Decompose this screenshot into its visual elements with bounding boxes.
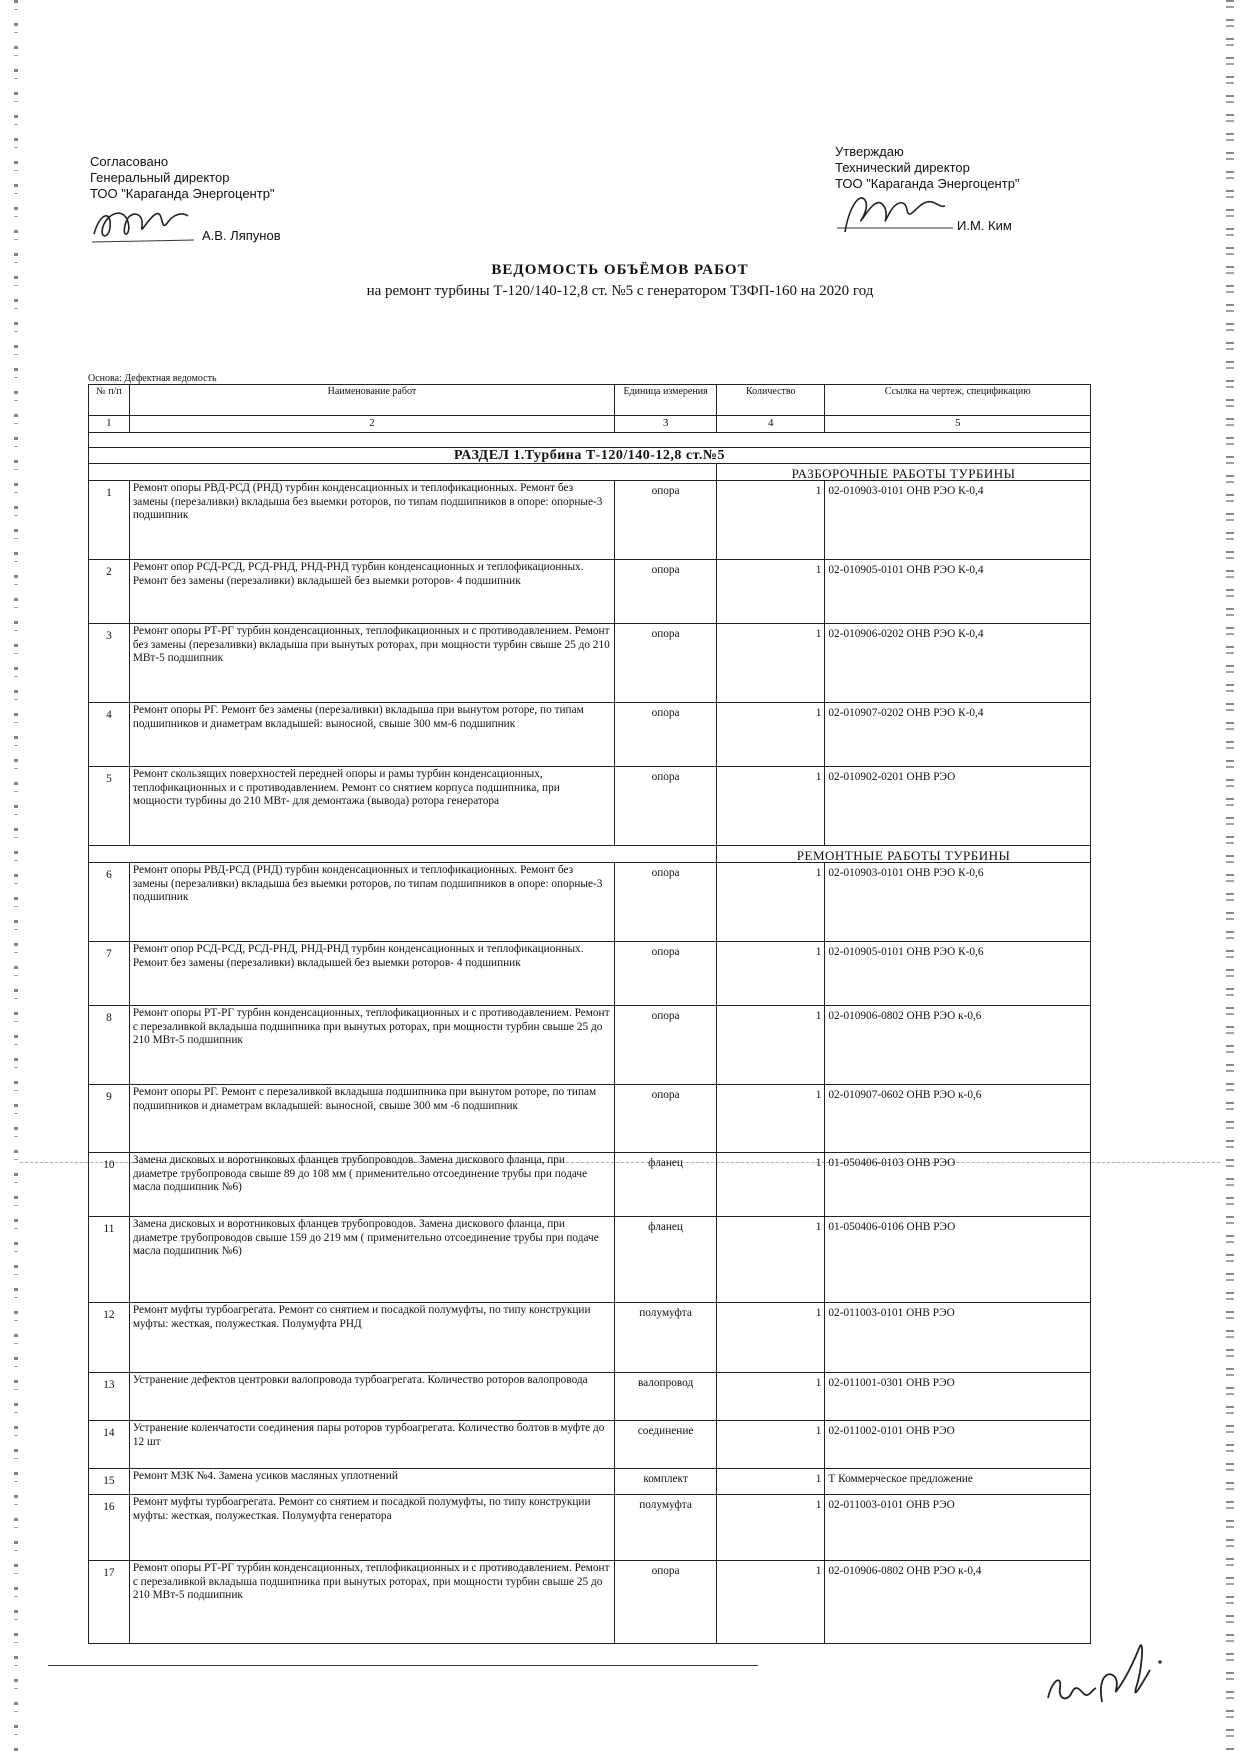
row-number: 9 <box>89 1085 130 1153</box>
table-row <box>89 1153 1091 1217</box>
row-number: 14 <box>89 1421 130 1469</box>
header-work-name: Наименование работ <box>129 385 614 416</box>
row-quantity: 1 <box>717 1217 825 1303</box>
row-number: 7 <box>89 942 130 1006</box>
row-quantity: 1 <box>717 1561 825 1644</box>
table-row <box>89 624 1091 703</box>
row-work-name: Ремонт опор РСД-РСД, РСД-РНД, РНД-РНД турбин конденсационных и теплофикационных. Ремонт без замены (перезаливки) вкладышей без выемки роторов- 4 подшипник <box>129 942 614 1006</box>
approval-left-line3: ТОО "Караганда Энергоцентр" <box>90 186 275 201</box>
subsection-row <box>89 464 1091 481</box>
table-row <box>89 1373 1091 1421</box>
row-number: 11 <box>89 1217 130 1303</box>
row-unit: полумуфта <box>615 1495 717 1561</box>
document-subtitle: на ремонт турбины Т-120/140-12,8 ст. №5 с генератором ТЗФП-160 на 2020 год <box>366 283 874 299</box>
row-quantity: 1 <box>717 624 825 703</box>
row-quantity: 1 <box>717 1421 825 1469</box>
column-numbers-row <box>89 416 1091 433</box>
row-unit: опора <box>615 1006 717 1085</box>
table-row <box>89 1217 1091 1303</box>
approval-block-left <box>90 154 420 246</box>
row-number: 13 <box>89 1373 130 1421</box>
row-work-name: Устранение дефектов центровки валопровода турбоагрегата. Количество роторов валопровода <box>129 1373 614 1421</box>
table-row <box>89 481 1091 560</box>
subsection-title-1: РАЗБОРОЧНЫЕ РАБОТЫ ТУРБИНЫ <box>717 464 1091 481</box>
row-reference: 02-010907-0202 ОНВ РЭО К-0,4 <box>825 703 1091 767</box>
table-row <box>89 560 1091 624</box>
table-header-row <box>89 385 1091 416</box>
row-work-name: Ремонт муфты турбоагрегата. Ремонт со снятием и посадкой полумуфты, по типу конструкции муфты: жесткая, полужесткая. Полумуфта генератора <box>129 1495 614 1561</box>
row-unit: опора <box>615 863 717 942</box>
row-number: 1 <box>89 481 130 560</box>
row-unit: комплект <box>615 1469 717 1495</box>
table-row <box>89 1085 1091 1153</box>
approval-right-line3: ТОО "Караганда Энергоцентр" <box>835 176 1020 191</box>
approval-left-line2: Генеральный директор <box>90 170 230 185</box>
header-unit: Единица измерения <box>615 385 717 416</box>
row-work-name: Ремонт муфты турбоагрегата. Ремонт со снятием и посадкой полумуфты, по типу конструкции муфты: жесткая, полужесткая. Полумуфта РНД <box>129 1303 614 1373</box>
table-row <box>89 767 1091 846</box>
approval-right-name: И.М. Ким <box>957 218 1012 233</box>
row-reference: 02-011001-0301 ОНВ РЭО <box>825 1373 1091 1421</box>
row-number: 12 <box>89 1303 130 1373</box>
row-reference: 02-010906-0802 ОНВ РЭО к-0,6 <box>825 1006 1091 1085</box>
row-quantity: 1 <box>717 863 825 942</box>
row-number: 15 <box>89 1469 130 1495</box>
row-reference: 02-010902-0201 ОНВ РЭО <box>825 767 1091 846</box>
row-reference: Т Коммерческое предложение <box>825 1469 1091 1495</box>
row-work-name: Ремонт опоры РВД-РСД (РНД) турбин конденсационных и теплофикационных. Ремонт без замены (перезаливки) вкладыша без выемки роторов, по типам подшипников в опоре: опорные-3 подшипник <box>129 863 614 942</box>
row-work-name: Ремонт МЗК №4. Замена усиков масляных уплотнений <box>129 1469 614 1495</box>
table-row <box>89 1561 1091 1644</box>
row-unit: опора <box>615 703 717 767</box>
approval-right-line2: Технический директор <box>835 160 970 175</box>
table-row <box>89 1495 1091 1561</box>
row-unit: полумуфта <box>615 1303 717 1373</box>
approval-right-line1: Утверждаю <box>835 144 904 159</box>
table-row <box>89 1303 1091 1373</box>
row-quantity: 1 <box>717 703 825 767</box>
row-reference: 02-010905-0101 ОНВ РЭО К-0,6 <box>825 942 1091 1006</box>
row-unit: опора <box>615 1561 717 1644</box>
table-row <box>89 1421 1091 1469</box>
column-number-5: 5 <box>825 416 1091 433</box>
signature-bottom-icon <box>1040 1640 1180 1720</box>
header-quantity: Количество <box>717 385 825 416</box>
bottom-rule <box>48 1665 758 1666</box>
row-unit: опора <box>615 481 717 560</box>
row-work-name: Устранение коленчатости соединения пары роторов турбоагрегата. Количество болтов в муфте до 12 шт <box>129 1421 614 1469</box>
row-quantity: 1 <box>717 767 825 846</box>
row-unit: опора <box>615 560 717 624</box>
row-quantity: 1 <box>717 1469 825 1495</box>
section-row <box>89 447 1091 464</box>
row-reference: 02-011003-0101 ОНВ РЭО <box>825 1495 1091 1561</box>
row-reference: 02-010906-0202 ОНВ РЭО К-0,4 <box>825 624 1091 703</box>
document-title: ВЕДОМОСТЬ ОБЪЁМОВ РАБОТ <box>491 262 749 278</box>
table-row <box>89 863 1091 942</box>
row-quantity: 1 <box>717 560 825 624</box>
row-reference: 02-011002-0101 ОНВ РЭО <box>825 1421 1091 1469</box>
row-unit: опора <box>615 624 717 703</box>
table-row <box>89 942 1091 1006</box>
approval-left-line1: Согласовано <box>90 154 169 169</box>
table-row <box>89 703 1091 767</box>
row-number: 17 <box>89 1561 130 1644</box>
row-work-name: Ремонт опоры РГ. Ремонт без замены (перезаливки) вкладыша при вынутом роторе, по типам подшипников и диаметрам вкладышей: выносной, свыше 300 мм-6 подшипник <box>129 703 614 767</box>
row-quantity: 1 <box>717 942 825 1006</box>
spacer-row <box>89 432 1091 447</box>
row-number: 3 <box>89 624 130 703</box>
row-quantity: 1 <box>717 1495 825 1561</box>
row-work-name: Замена дисковых и воротниковых фланцев трубопроводов. Замена дискового фланца, при диаметре трубопроводов свыше 159 до 219 мм ( применительно отсоединение трубы при подаче масла подшипник №6) <box>129 1217 614 1303</box>
subsection-title-2: РЕМОНТНЫЕ РАБОТЫ ТУРБИНЫ <box>717 846 1091 863</box>
table-row <box>89 1469 1091 1495</box>
row-number: 16 <box>89 1495 130 1561</box>
header-reference: Ссылка на чертеж, спецификацию <box>825 385 1091 416</box>
row-unit: опора <box>615 1085 717 1153</box>
row-unit: соединение <box>615 1421 717 1469</box>
works-table <box>88 384 1091 1644</box>
row-work-name: Ремонт опоры РВД-РСД (РНД) турбин конденсационных и теплофикационных. Ремонт без замены (перезаливки) вкладыша без выемки роторов, по типам подшипников в опоре: опорные-3 подшипник <box>129 481 614 560</box>
row-unit: опора <box>615 942 717 1006</box>
column-number-3: 3 <box>615 416 717 433</box>
section-title: РАЗДЕЛ 1.Турбина Т-120/140-12,8 ст.№5 <box>89 447 1091 464</box>
row-unit: опора <box>615 767 717 846</box>
row-work-name: Замена дисковых и воротниковых фланцев трубопроводов. Замена дискового фланца, при диаметре трубопровода свыше 89 до 108 мм ( применительно отсоединение трубы при подаче масла подшипник №6) <box>129 1153 614 1217</box>
row-unit: валопровод <box>615 1373 717 1421</box>
row-quantity: 1 <box>717 1303 825 1373</box>
row-work-name: Ремонт опоры РГ. Ремонт с перезаливкой вкладыша подшипника при вынутом роторе, по типам подшипников и диаметрам вкладышей: выносной, свыше 300 мм -6 подшипник <box>129 1085 614 1153</box>
row-reference: 02-010903-0101 ОНВ РЭО К-0,6 <box>825 863 1091 942</box>
row-work-name: Ремонт опор РСД-РСД, РСД-РНД, РНД-РНД турбин конденсационных и теплофикационных. Ремонт без замены (перезаливки) вкладышей без выемки роторов- 4 подшипник <box>129 560 614 624</box>
row-number: 2 <box>89 560 130 624</box>
row-reference: 01-050406-0103 ОНВ РЭО <box>825 1153 1091 1217</box>
row-number: 5 <box>89 767 130 846</box>
row-reference: 01-050406-0106 ОНВ РЭО <box>825 1217 1091 1303</box>
row-reference: 02-011003-0101 ОНВ РЭО <box>825 1303 1091 1373</box>
row-unit: фланец <box>615 1153 717 1217</box>
column-number-4: 4 <box>717 416 825 433</box>
row-quantity: 1 <box>717 1006 825 1085</box>
row-number: 4 <box>89 703 130 767</box>
row-quantity: 1 <box>717 1085 825 1153</box>
row-work-name: Ремонт скользящих поверхностей передней опоры и рамы турбин конденсационных, теплофикационных и с противодавлением. Ремонт со снятием корпуса подшипника, при мощности турбины до 210 МВт- для демонтажа (вывода) ротора генератора <box>129 767 614 846</box>
row-quantity: 1 <box>717 1373 825 1421</box>
row-work-name: Ремонт опоры РТ-РГ турбин конденсационных, теплофикационных и с противодавлением. Ремонт без замены (перезаливки) вкладыша при вынутых роторах, при мощности турбин свыше 25 до 210 МВт-5 подшипник <box>129 624 614 703</box>
row-unit: фланец <box>615 1217 717 1303</box>
row-number: 8 <box>89 1006 130 1085</box>
header-number: № п/п <box>89 385 130 416</box>
row-reference: 02-010906-0802 ОНВ РЭО к-0,4 <box>825 1561 1091 1644</box>
table-row <box>89 1006 1091 1085</box>
column-number-2: 2 <box>129 416 614 433</box>
signature-left-icon <box>90 204 200 246</box>
row-number: 6 <box>89 863 130 942</box>
approval-left-name: А.В. Ляпунов <box>202 228 281 243</box>
row-reference: 02-010907-0602 ОНВ РЭО к-0,6 <box>825 1085 1091 1153</box>
row-quantity: 1 <box>717 481 825 560</box>
row-number: 10 <box>89 1153 130 1217</box>
row-reference: 02-010905-0101 ОНВ РЭО К-0,4 <box>825 560 1091 624</box>
column-number-1: 1 <box>89 416 130 433</box>
row-work-name: Ремонт опоры РТ-РГ турбин конденсационных, теплофикационных и с противодавлением. Ремонт с перезаливкой вкладыша подшипника при вынутых роторах, при мощности турбин свыше 25 до 210 МВт-5 подшипник <box>129 1006 614 1085</box>
document-basis: Основа: Дефектная ведомость <box>88 373 217 384</box>
row-reference: 02-010903-0101 ОНВ РЭО К-0,4 <box>825 481 1091 560</box>
subsection-row <box>89 846 1091 863</box>
signature-right-icon <box>835 188 955 236</box>
approval-block-right <box>835 144 1165 236</box>
row-work-name: Ремонт опоры РТ-РГ турбин конденсационных, теплофикационных и с противодавлением. Ремонт с перезаливкой вкладыша подшипника при вынутых роторах, при мощности турбин свыше 25 до 210 МВт-5 подшипник <box>129 1561 614 1644</box>
row-quantity: 1 <box>717 1153 825 1217</box>
